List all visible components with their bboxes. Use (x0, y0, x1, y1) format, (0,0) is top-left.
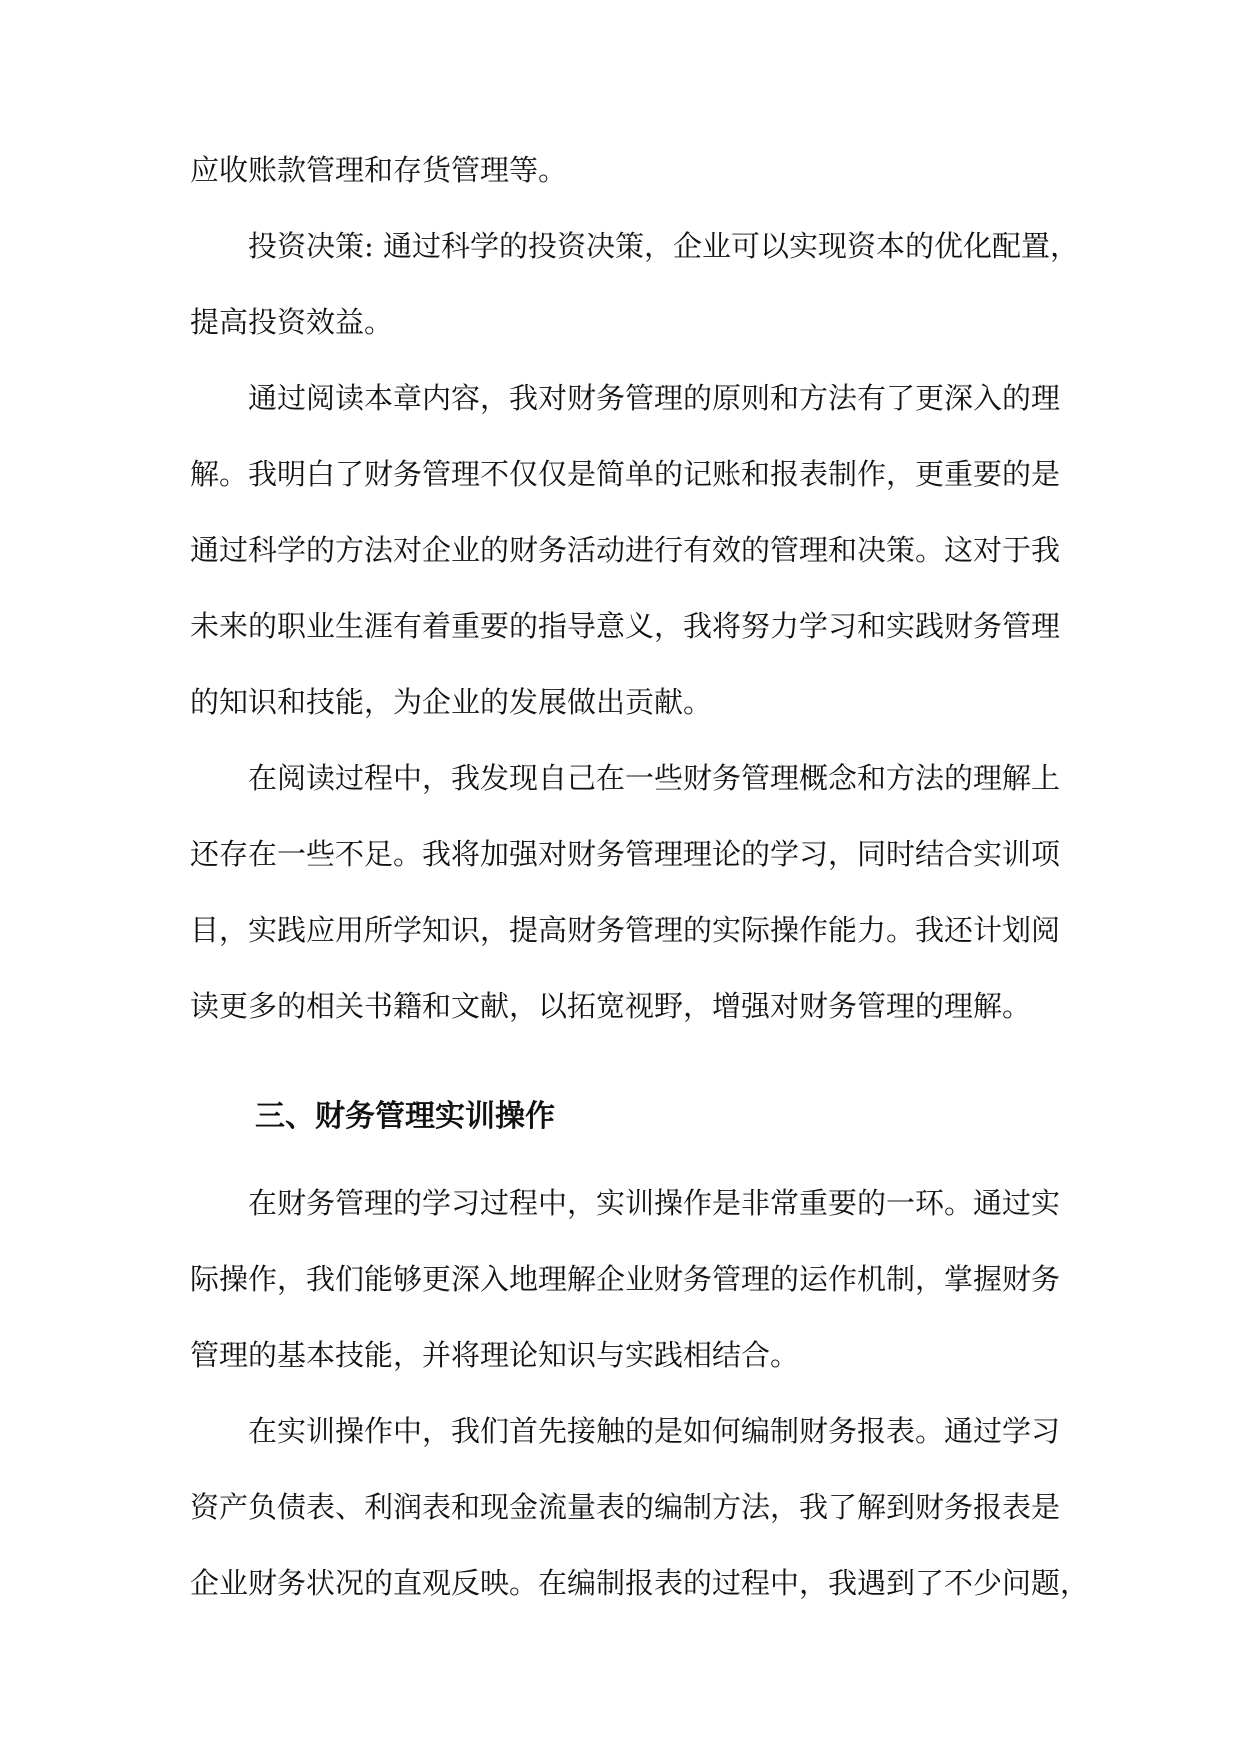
paragraph-line: 通过科学的方法对企业的财务活动进行有效的管理和决策。这对于我 (190, 533, 1061, 567)
paragraph-line: 还存在一些不足。我将加强对财务管理理论的学习，同时结合实训项 (190, 837, 1061, 871)
section-heading: 三、财务管理实训操作 (255, 1099, 555, 1134)
paragraph-line: 未来的职业生涯有着重要的指导意义，我将努力学习和实践财务管理 (190, 609, 1061, 643)
paragraph-line: 际操作，我们能够更深入地理解企业财务管理的运作机制，掌握财务 (190, 1262, 1061, 1296)
paragraph-line: 在实训操作中，我们首先接触的是如何编制财务报表。通过学习 (248, 1414, 1061, 1448)
paragraph-line: 企业财务状况的直观反映。在编制报表的过程中，我遇到了不少问题， (190, 1566, 1090, 1600)
paragraph-line: 目，实践应用所学知识，提高财务管理的实际操作能力。我还计划阅 (190, 913, 1061, 947)
paragraph-line: 管理的基本技能，并将理论知识与实践相结合。 (190, 1338, 800, 1372)
paragraph-line: 应收账款管理和存货管理等。 (190, 153, 568, 187)
paragraph-line: 解。我明白了财务管理不仅仅是简单的记账和报表制作，更重要的是 (190, 457, 1061, 491)
paragraph-line: 的知识和技能，为企业的发展做出贡献。 (190, 685, 713, 719)
paragraph-line: 通过阅读本章内容，我对财务管理的原则和方法有了更深入的理 (248, 381, 1061, 415)
paragraph-line: 投资决策: 通过科学的投资决策，企业可以实现资本的优化配置， (248, 229, 1079, 263)
paragraph-line: 资产负债表、利润表和现金流量表的编制方法，我了解到财务报表是 (190, 1490, 1061, 1524)
paragraph-line: 提高投资效益。 (190, 305, 394, 339)
paragraph-line: 在财务管理的学习过程中，实训操作是非常重要的一环。通过实 (248, 1186, 1061, 1220)
paragraph-line: 读更多的相关书籍和文献，以拓宽视野，增强对财务管理的理解。 (190, 989, 1032, 1023)
paragraph-line: 在阅读过程中，我发现自己在一些财务管理概念和方法的理解上 (248, 761, 1061, 795)
